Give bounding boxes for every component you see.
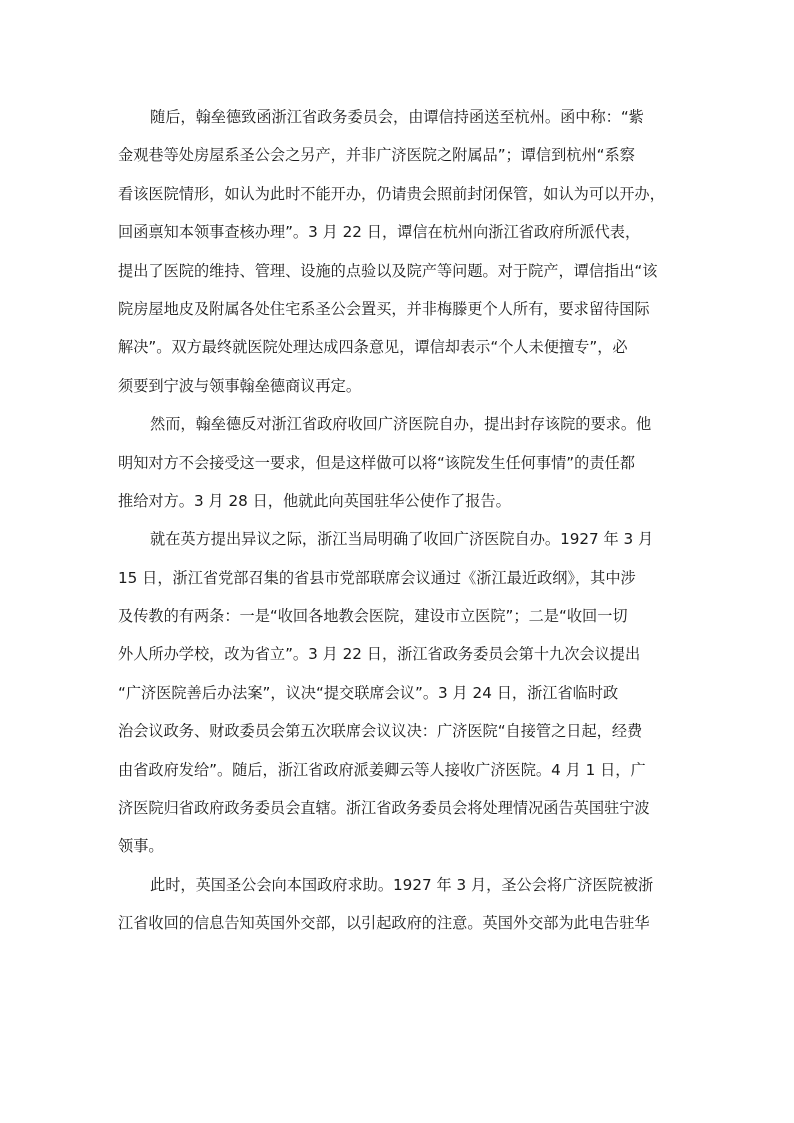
text-line: 回函禀知本领事查核办理”。3 月 22 日，谭信在杭州向浙江省政府所派代表， xyxy=(118,223,641,242)
text-line: 15 日，浙江省党部召集的省县市党部联席会议通过《浙江最近政纲》，其中涉 xyxy=(118,568,636,587)
text-line: 及传教的有两条：一是“收回各地教会医院，建设市立医院”；二是“收回一切 xyxy=(118,607,628,626)
paragraph-1 xyxy=(118,98,684,405)
text-line: 推给对方。3 月 28 日，他就此向英国驻华公使作了报告。 xyxy=(118,491,511,510)
text-line: 江省收回的信息告知英国外交部，以引起政府的注意。英国外交部为此电告驻华 xyxy=(118,914,650,933)
text-line: 明知对方不会接受这一要求，但是这样做可以将“该院发生任何事情”的责任都 xyxy=(118,453,635,472)
text-line: 外人所办学校，改为省立”。3 月 22 日，浙江省政务委员会第十九次会议提出 xyxy=(118,645,641,664)
text-line: 由省政府发给”。随后，浙江省政府派姜卿云等人接收广济医院。4 月 1 日，广 xyxy=(118,760,646,779)
text-line: 看该医院情形，如认为此时不能开办，仍请贵会照前封闭保管，如认为可以开办， xyxy=(118,184,665,203)
text-line: 院房屋地皮及附属各处住宅系圣公会置买，并非梅滕更个人所有，要求留待国际 xyxy=(118,299,650,318)
text-line: 就在英方提出异议之际，浙江当局明确了收回广济医院自办。1927 年 3 月 xyxy=(150,530,654,549)
text-line: 领事。 xyxy=(118,837,164,856)
text-line: 然而，翰垒德反对浙江省政府收回广济医院自办，提出封存该院的要求。他 xyxy=(150,415,652,434)
text-line: “广济医院善后办法案”，议决“提交联席会议”。3 月 24 日，浙江省临时政 xyxy=(118,683,619,702)
paragraph-4 xyxy=(118,866,684,943)
text-line: 治会议政务、财政委员会第五次联席会议议决：广济医院“自接管之日起，经费 xyxy=(118,722,643,741)
paragraph-3 xyxy=(118,520,684,866)
text-line: 解决”。双方最终就医院处理达成四条意见，谭信却表示“个人未便擅专”，必 xyxy=(118,338,628,357)
text-line: 金观巷等处房屋系圣公会之另产，并非广济医院之附属品”；谭信到杭州“系察 xyxy=(118,146,635,165)
body-text xyxy=(118,98,684,943)
text-line: 济医院归省政府政务委员会直辖。浙江省政务委员会将处理情况函告英国驻宁波 xyxy=(118,799,650,818)
paragraph-2 xyxy=(118,405,684,520)
text-line: 此时，英国圣公会向本国政府求助。1927 年 3 月，圣公会将广济医院被浙 xyxy=(150,875,654,894)
text-line: 提出了医院的维持、管理、设施的点验以及院产等问题。对于院产，谭信指出“该 xyxy=(118,261,658,280)
text-line: 须要到宁波与领事翰垒德商议再定。 xyxy=(118,376,361,395)
text-line: 随后，翰垒德致函浙江省政务委员会，由谭信持函送至杭州。函中称：“紫 xyxy=(150,108,644,126)
